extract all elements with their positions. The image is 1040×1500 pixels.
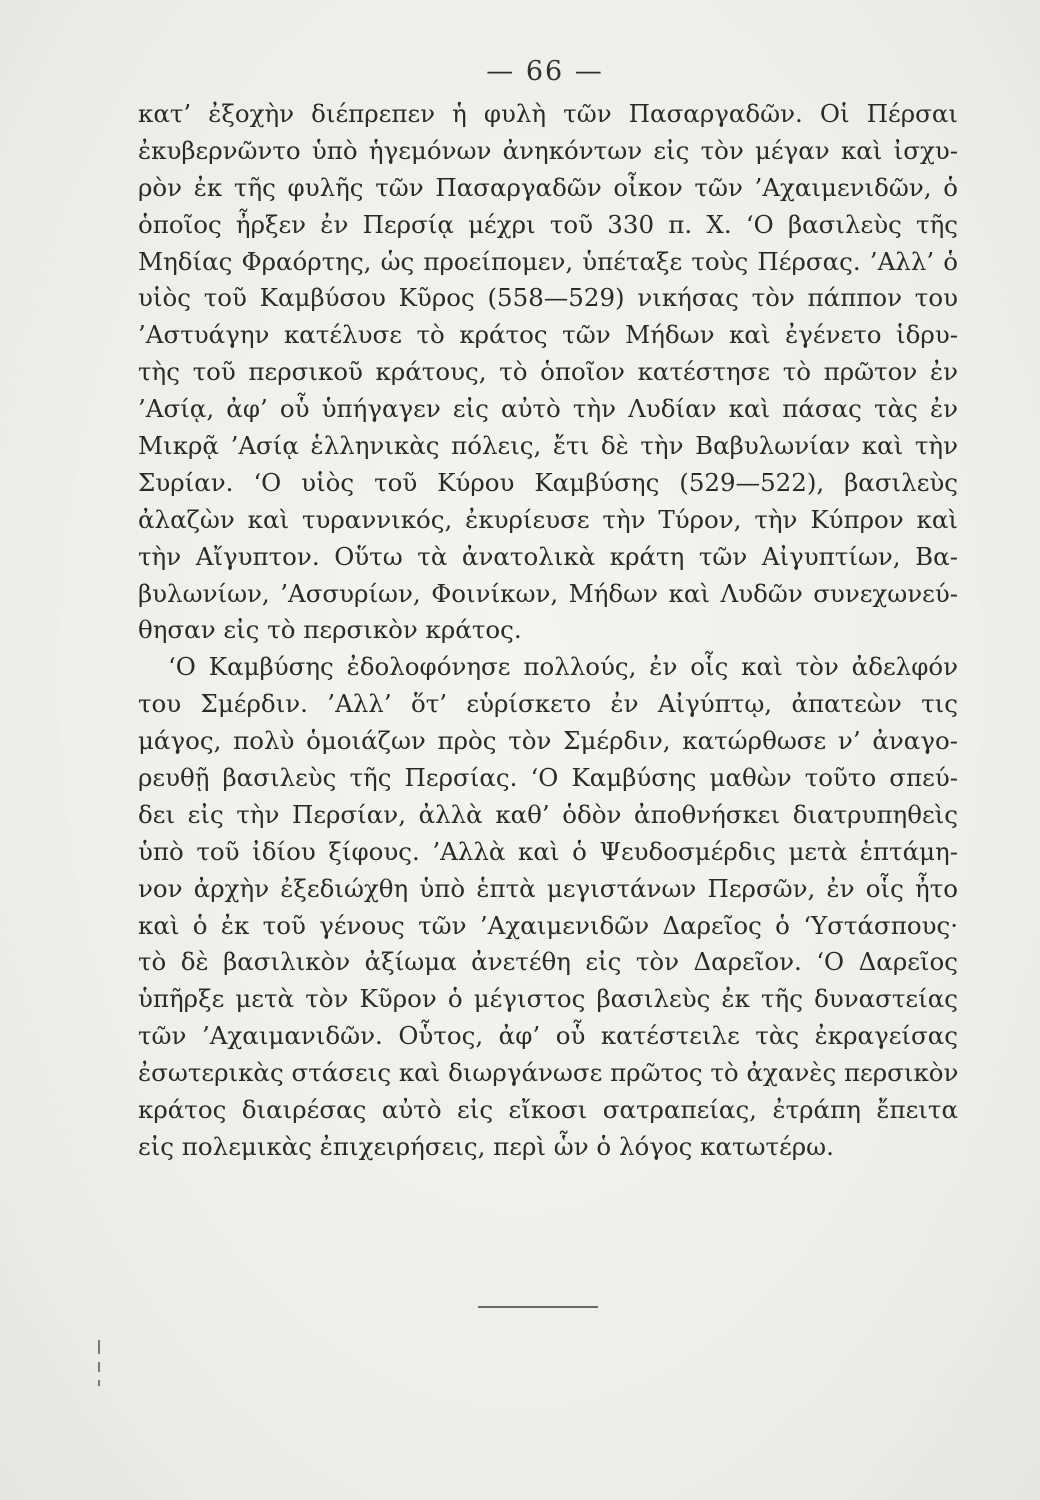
text-line: ἐσωτερικὰς στάσεις καὶ διωργάνωσε πρῶτος τὸ ἀχανὲς περσικὸν [138, 1058, 959, 1088]
text-line: τὸ δὲ βασιλικὸν ἀξίωμα ἀνετέθη εἰς τὸν Δαρεῖον. ‘Ο Δαρεῖος [138, 947, 958, 977]
text-line: θησαν εἰς τὸ περσικὸν κράτος. [138, 615, 522, 645]
text-line: ἀλαζὼν καὶ τυραννικός, ἐκυρίευσε τὴν Τύρον, τὴν Κύπρον καὶ [138, 504, 958, 534]
text-line: Μικρᾷ ’Ασίᾳ ἑλληνικὰς πόλεις, ἔτι δὲ τὴν Βαβυλωνίαν καὶ τὴν [138, 431, 958, 461]
text-line: ὁποῖος ἦρξεν ἐν Περσίᾳ μέχρι τοῦ 330 π. Χ. ‘Ο βασιλεὺς τῆς [138, 209, 958, 239]
paragraph-2 [138, 649, 958, 1165]
body-text [138, 96, 958, 1166]
text-line: βυλωνίων, ’Ασσυρίων, Φοινίκων, Μήδων καὶ Λυδῶν συνεχωνεύ- [138, 578, 958, 608]
text-line: ρευθῇ βασιλεὺς τῆς Περσίας. ‘Ο Καμβύσης μαθὼν τοῦτο σπεύ- [138, 763, 958, 793]
text-line: τῶν ’Αχαιμανιδῶν. Οὗτος, ἀφ’ οὗ κατέστειλε τὰς ἐκραγείσας [138, 1021, 958, 1051]
text-line: εἰς πολεμικὰς ἐπιχειρήσεις, περὶ ὧν ὁ λόγος κατωτέρω. [138, 1131, 834, 1161]
text-line: τὴν Αἴγυπτον. Οὕτω τὰ ἀνατολικὰ κράτη τῶν Αἰγυπτίων, Βα- [138, 541, 958, 571]
text-line: κατ’ ἐξοχὴν διέπρεπεν ἡ φυλὴ τῶν Πασαργαδῶν. Οἱ Πέρσαι [138, 99, 958, 128]
page-number: — 66 — [486, 56, 604, 87]
end-rule-divider [478, 1306, 598, 1308]
margin-scan-mark [98, 1340, 104, 1400]
paragraph-1 [138, 96, 958, 649]
text-line: ἐκυβερνῶντο ὑπὸ ἡγεμόνων ἀνηκόντων εἰς τὸν μέγαν καὶ ἰσχυ- [138, 135, 958, 165]
text-line: ὑπῆρξε μετὰ τὸν Κῦρον ὁ μέγιστος βασιλεὺς ἐκ τῆς δυναστείας [138, 984, 958, 1014]
text-line: ρὸν ἐκ τῆς φυλῆς τῶν Πασαργαδῶν οἶκον τῶν ’Αχαιμενιδῶν, ὁ [138, 172, 958, 202]
text-line: Συρίαν. ‘Ο υἱὸς τοῦ Κύρου Καμβύσης (529—522), βασιλεὺς [138, 467, 958, 497]
text-line: δει εἰς τὴν Περσίαν, ἀλλὰ καθ’ ὁδὸν ἀποθνήσκει διατρυπηθεὶς [138, 799, 958, 829]
text-line: καὶ ὁ ἐκ τοῦ γένους τῶν ’Αχαιμενιδῶν Δαρεῖος ὁ ‘Υστάσπους· [138, 910, 958, 940]
text-line: τὴς τοῦ περσικοῦ κράτους, τὸ ὁποῖον κατέστησε τὸ πρῶτον ἐν [138, 357, 958, 387]
text-line: ’Ασίᾳ, ἀφ’ οὗ ὑπήγαγεν εἰς αὐτὸ τὴν Λυδίαν καὶ πάσας τὰς ἐν [138, 394, 958, 424]
text-line: νον ἀρχὴν ἐξεδιώχθη ὑπὸ ἑπτὰ μεγιστάνων Περσῶν, ἐν οἷς ἦτο [138, 873, 958, 903]
text-line: ‘Ο Καμβύσης ἐδολοφόνησε πολλούς, ἐν οἷς καὶ τὸν ἀδελφόν [168, 652, 958, 682]
text-line: υἱὸς τοῦ Καμβύσου Κῦρος (558—529) νικήσας τὸν πάππον του [138, 283, 958, 313]
text-line: ὑπὸ τοῦ ἰδίου ξίφους. ’Αλλὰ καὶ ὁ Ψευδοσμέρδις μετὰ ἑπτάμη- [138, 836, 958, 866]
text-line: Μηδίας Φραόρτης, ὡς προείπομεν, ὑπέταξε τοὺς Πέρσας. ’Αλλ’ ὁ [138, 246, 958, 276]
text-line: του Σμέρδιν. ’Αλλ’ ὅτ’ εὑρίσκετο ἐν Αἰγύπτῳ, ἀπατεὼν τις [138, 689, 958, 719]
text-line: ’Αστυάγην κατέλυσε τὸ κράτος τῶν Μήδων καὶ ἐγένετο ἱδρυ- [138, 320, 958, 350]
text-line: κράτος διαιρέσας αὐτὸ εἰς εἴκοσι σατραπείας, ἐτράπη ἔπειτα [138, 1095, 958, 1125]
text-line: μάγος, πολὺ ὁμοιάζων πρὸς τὸν Σμέρδιν, κατώρθωσε ν’ ἀναγο- [138, 726, 958, 756]
